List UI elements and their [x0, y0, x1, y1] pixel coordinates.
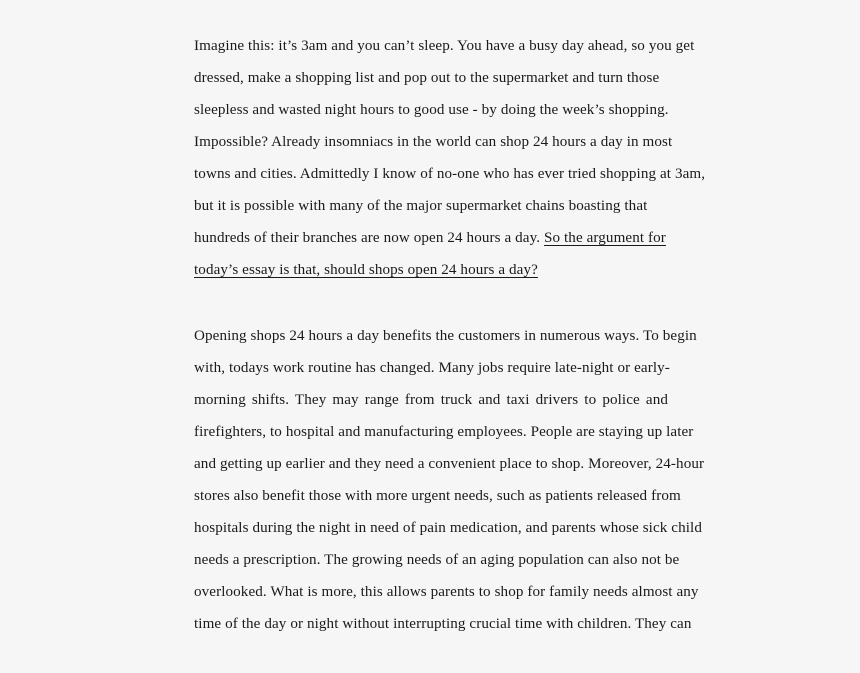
paragraph-body [194, 320, 705, 640]
text-line: dressed, make a shopping list and pop out to the supermarket and turn those [194, 70, 660, 86]
text-line: Opening shops 24 hours a day benefits the customers in numerous ways. To begin [194, 328, 697, 344]
text-line: overlooked. What is more, this allows parents to shop for family needs almost any [194, 584, 699, 600]
text-line: time of the day or night without interrupting crucial time with children. They can [194, 616, 692, 632]
text-line: hospitals during the night in need of pain medication, and parents whose sick child [194, 520, 702, 536]
text-line: stores also benefit those with more urgent needs, such as patients released from [194, 488, 681, 504]
text-line: morning shifts. They may range from truck and taxi drivers to police and [194, 392, 668, 408]
text-line: but it is possible with many of the major supermarket chains boasting that [194, 198, 648, 214]
text-line: towns and cities. Admittedly I know of no-one who has ever tried shopping at 3am, [194, 166, 706, 182]
thesis-underlined-fragment: So the argument for [544, 230, 666, 246]
paragraph-spacer [194, 286, 668, 318]
text-column [194, 30, 706, 640]
text-line: with, todays work routine has changed. Many jobs require late-night or early- [194, 360, 670, 376]
paragraph-intro [194, 30, 706, 286]
text-line: sleepless and wasted night hours to good use - by doing the week’s shopping. [194, 102, 669, 118]
text-line: Impossible? Already insomniacs in the world can shop 24 hours a day in most [194, 134, 673, 150]
text-line: firefighters, to hospital and manufacturing employees. People are staying up later [194, 424, 694, 440]
text-fragment: hundreds of their branches are now open 24 hours a day. [194, 230, 544, 246]
text-line: and getting up earlier and they need a convenient place to shop. Moreover, 24-hour [194, 456, 705, 472]
thesis-underlined-fragment: today’s essay is that, should shops open 24 hours a day? [194, 262, 538, 278]
text-line: needs a prescription. The growing needs of an aging population can also not be [194, 552, 680, 568]
text-line-thesis-end [194, 254, 668, 286]
text-line-thesis-start [194, 222, 668, 254]
text-line: Imagine this: it’s 3am and you can’t sleep. You have a busy day ahead, so you get [194, 38, 695, 54]
